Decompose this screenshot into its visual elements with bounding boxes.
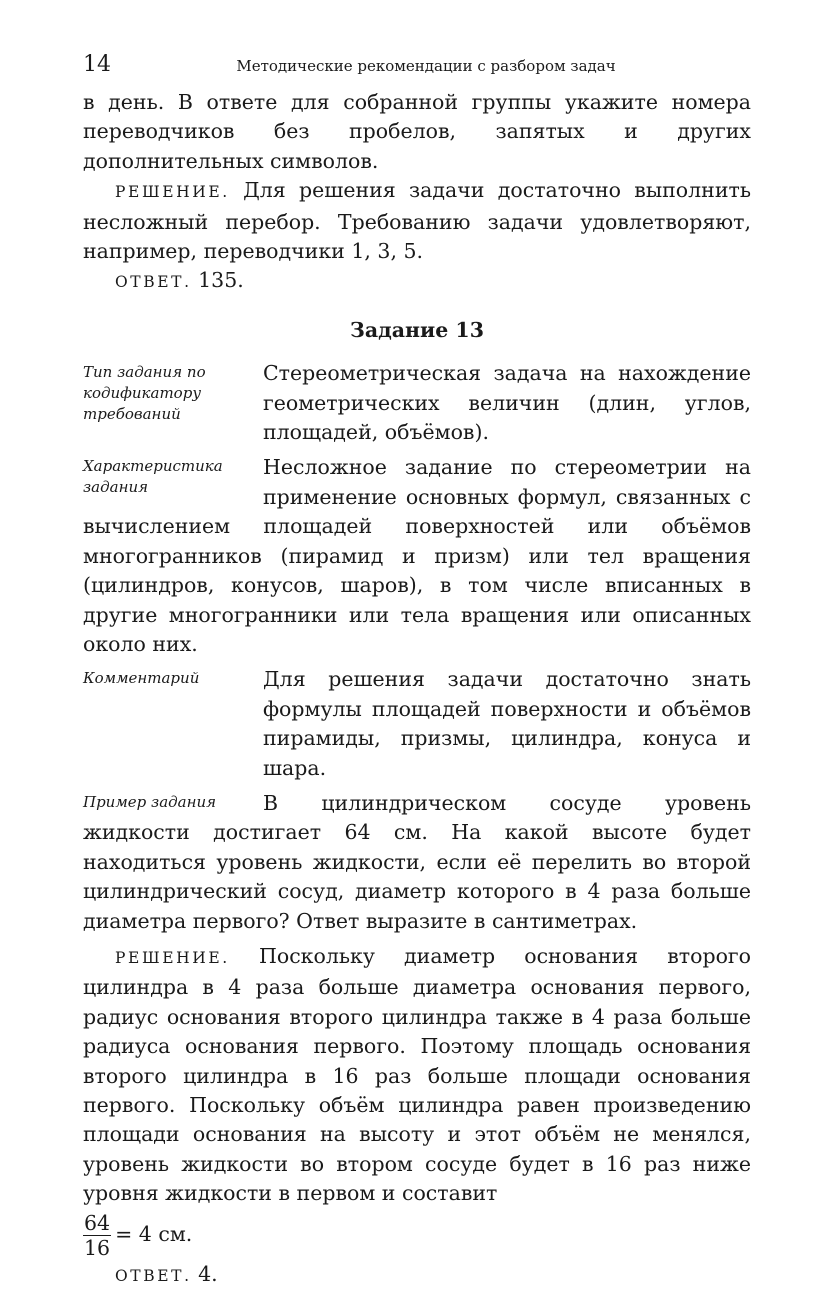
fraction-denominator: 16 bbox=[84, 1235, 111, 1260]
page-number: 14 bbox=[83, 52, 111, 77]
solution-label: РЕШЕНИЕ. bbox=[115, 948, 230, 967]
prev-solution bbox=[83, 176, 751, 266]
solution-label: РЕШЕНИЕ. bbox=[115, 183, 230, 202]
solution-text: Для решения задачи достаточно выполнить несложный перебор. Требованию задачи удовлетворяют, например, переводчики 1, 3, 5. bbox=[83, 178, 751, 264]
task-characteristic-row bbox=[83, 453, 751, 659]
answer-label: ОТВЕТ. bbox=[115, 1266, 192, 1285]
answer bbox=[83, 1260, 751, 1291]
prev-answer bbox=[83, 266, 751, 297]
comment-text: Для решения задачи достаточно знать формулы площадей поверхности и объёмов пирамиды, призмы, цилиндра, конуса и шара. bbox=[263, 667, 751, 780]
answer-text: 4. bbox=[191, 1261, 218, 1286]
task-title: Задание 13 bbox=[350, 317, 484, 342]
answer-text: 135. bbox=[191, 268, 244, 293]
running-title: Методические рекомендации с разбором задач bbox=[236, 57, 616, 75]
page bbox=[83, 48, 751, 1291]
solution bbox=[83, 942, 751, 1209]
example-row bbox=[83, 789, 751, 936]
example-label: Пример задания bbox=[83, 792, 217, 811]
fraction-result: = 4 см. bbox=[115, 1222, 193, 1247]
comment-label: Комментарий bbox=[83, 669, 200, 688]
fraction-numerator: 64 bbox=[84, 1210, 111, 1235]
fraction bbox=[83, 1211, 111, 1260]
task-type-label: Тип задания по кодификатору требований bbox=[83, 363, 206, 424]
task-type-row bbox=[83, 359, 751, 447]
answer-label: ОТВЕТ. bbox=[115, 273, 192, 292]
task-characteristic-label: Характеристика задания bbox=[83, 457, 223, 497]
solution-text: Поскольку диаметр основания второго цилиндра в 4 раза больше диаметра основания первого, радиус основания второго цилиндра также в 4 раза больше радиуса основания первого. Поэтому площадь основания второго цилиндра в 16 раз больше площади основания первого. Поскольку объём цилиндра равен произведению площади основания на высоту и этот объём не менялся, уровень жидкости во втором сосуде будет в 16 раз ниже уровня жидкости в первом и составит bbox=[83, 943, 751, 1206]
task-type-text: Стереометрическая задача на нахождение геометрических величин (длин, углов, площадей, объёмов). bbox=[263, 361, 751, 445]
prev-task-continuation: в день. В ответе для собранной группы укажите номера переводчиков без пробелов, запятых и других дополнительных символов. bbox=[83, 90, 751, 173]
page-header bbox=[83, 48, 751, 88]
solution-formula bbox=[83, 1211, 751, 1260]
task-characteristic-text: Несложное задание по стереометрии на применение основных формул, связанных с вычислением площадей поверхностей или объёмов многогранников (пирамид и призм) или тел вращения (цилиндров, конусов, шаров), в том числе вписанных в другие многогранники или тела вращения или описанных около них. bbox=[83, 455, 751, 656]
example-text: В цилиндрическом сосуде уровень жидкости достигает 64 см. На какой высоте будет находиться уровень жидкости, если её перелить во второй цилиндрический сосуд, диаметр которого в 4 раза больше диаметра первого? Ответ выразите в сантиметрах. bbox=[83, 790, 751, 933]
comment-row bbox=[83, 665, 751, 783]
